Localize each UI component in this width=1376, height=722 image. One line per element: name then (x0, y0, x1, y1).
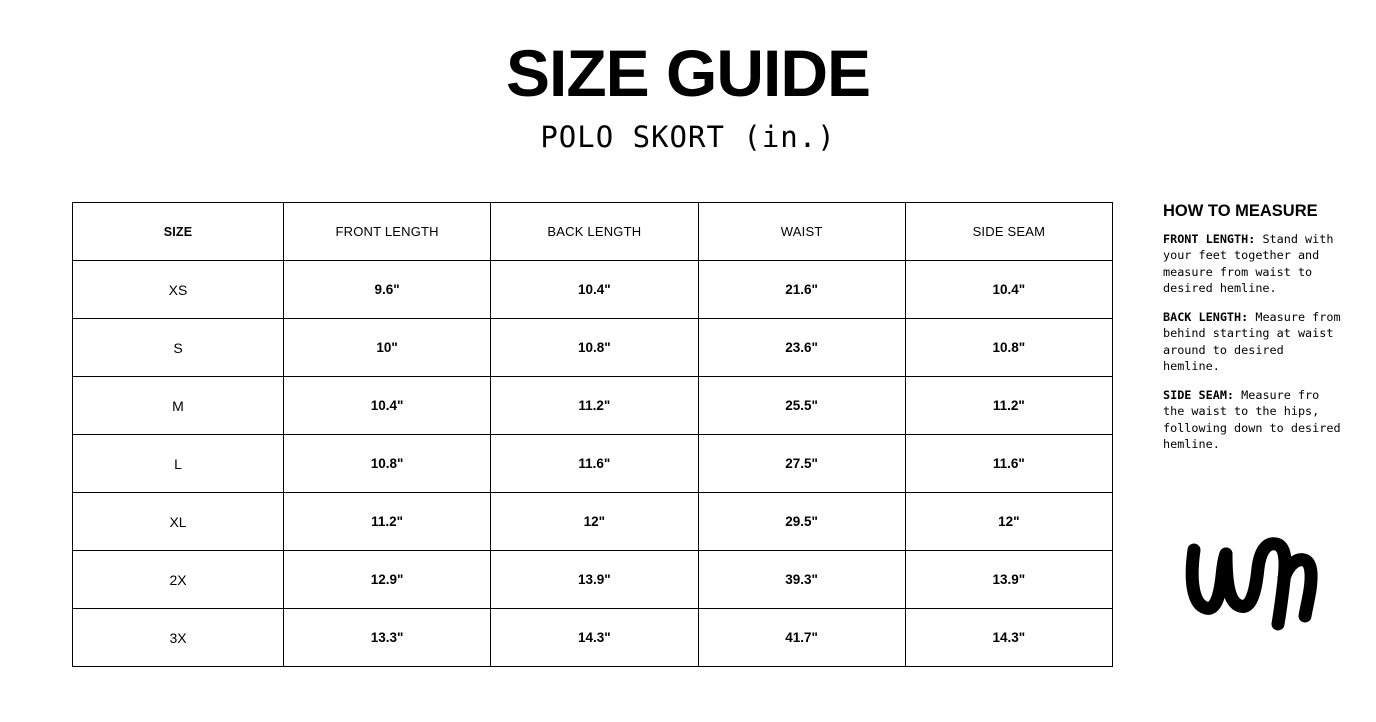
column-header-waist: WAIST (698, 203, 905, 261)
cell-waist: 25.5" (698, 377, 905, 435)
cell-waist: 21.6" (698, 261, 905, 319)
cell-side-seam: 12" (905, 493, 1112, 551)
table-row (73, 493, 1113, 551)
how-to-measure-title: HOW TO MEASURE (1163, 202, 1318, 220)
cell-size: XL (73, 493, 284, 551)
table-header-row (73, 203, 1113, 261)
measure-label-side-seam: SIDE SEAM: (1163, 388, 1235, 403)
cell-side-seam: 13.9" (905, 551, 1112, 609)
table-row (73, 609, 1113, 667)
column-header-side-seam: SIDE SEAM (905, 203, 1112, 261)
cell-back-length: 11.6" (491, 435, 698, 493)
cell-size: S (73, 319, 284, 377)
cell-side-seam: 11.6" (905, 435, 1112, 493)
cell-size: 3X (73, 609, 284, 667)
page-subtitle: POLO SKORT (in.) (540, 120, 836, 154)
cell-side-seam: 14.3" (905, 609, 1112, 667)
cell-side-seam: 11.2" (905, 377, 1112, 435)
how-to-measure-panel (1163, 202, 1343, 465)
cell-front-length: 10.8" (284, 435, 491, 493)
column-header-front-length: FRONT LENGTH (284, 203, 491, 261)
size-table (72, 202, 1113, 667)
cell-size: 2X (73, 551, 284, 609)
cell-size: M (73, 377, 284, 435)
table-row (73, 261, 1113, 319)
page-title: SIZE GUIDE (505, 36, 871, 110)
table-row (73, 319, 1113, 377)
how-to-measure-item-back-length (1163, 309, 1343, 374)
cell-front-length: 13.3" (284, 609, 491, 667)
cell-size: XS (73, 261, 284, 319)
cell-back-length: 11.2" (491, 377, 698, 435)
table-row (73, 551, 1113, 609)
measure-label-back-length: BACK LENGTH: (1163, 310, 1249, 325)
cell-size: L (73, 435, 284, 493)
cell-front-length: 10.4" (284, 377, 491, 435)
table-row (73, 377, 1113, 435)
cell-front-length: 10" (284, 319, 491, 377)
cell-side-seam: 10.4" (905, 261, 1112, 319)
measure-text-front-length: Stand with your feet together and measure from waist to desired hemline. (1163, 232, 1334, 295)
cell-back-length: 14.3" (491, 609, 698, 667)
column-header-size: SIZE (73, 203, 284, 261)
cell-back-length: 10.8" (491, 319, 698, 377)
cell-waist: 41.7" (698, 609, 905, 667)
measure-text-side-seam: Measure fro the waist to the hips, following down to desired hemline. (1163, 388, 1341, 451)
brand-script-logo (1180, 532, 1330, 642)
column-header-back-length: BACK LENGTH (491, 203, 698, 261)
how-to-measure-item-side-seam (1163, 387, 1343, 452)
cell-back-length: 10.4" (491, 261, 698, 319)
how-to-measure-item-front-length (1163, 231, 1343, 296)
cell-waist: 39.3" (698, 551, 905, 609)
measure-text-back-length: Measure from behind starting at waist around to desired hemline. (1163, 310, 1341, 373)
cell-side-seam: 10.8" (905, 319, 1112, 377)
cell-front-length: 12.9" (284, 551, 491, 609)
table-row (73, 435, 1113, 493)
cell-waist: 27.5" (698, 435, 905, 493)
cell-back-length: 13.9" (491, 551, 698, 609)
measure-label-front-length: FRONT LENGTH: (1163, 232, 1256, 246)
cell-front-length: 11.2" (284, 493, 491, 551)
cell-front-length: 9.6" (284, 261, 491, 319)
cell-waist: 23.6" (698, 319, 905, 377)
table-header (73, 203, 1113, 261)
table-body (73, 261, 1113, 667)
cell-waist: 29.5" (698, 493, 905, 551)
cell-back-length: 12" (491, 493, 698, 551)
